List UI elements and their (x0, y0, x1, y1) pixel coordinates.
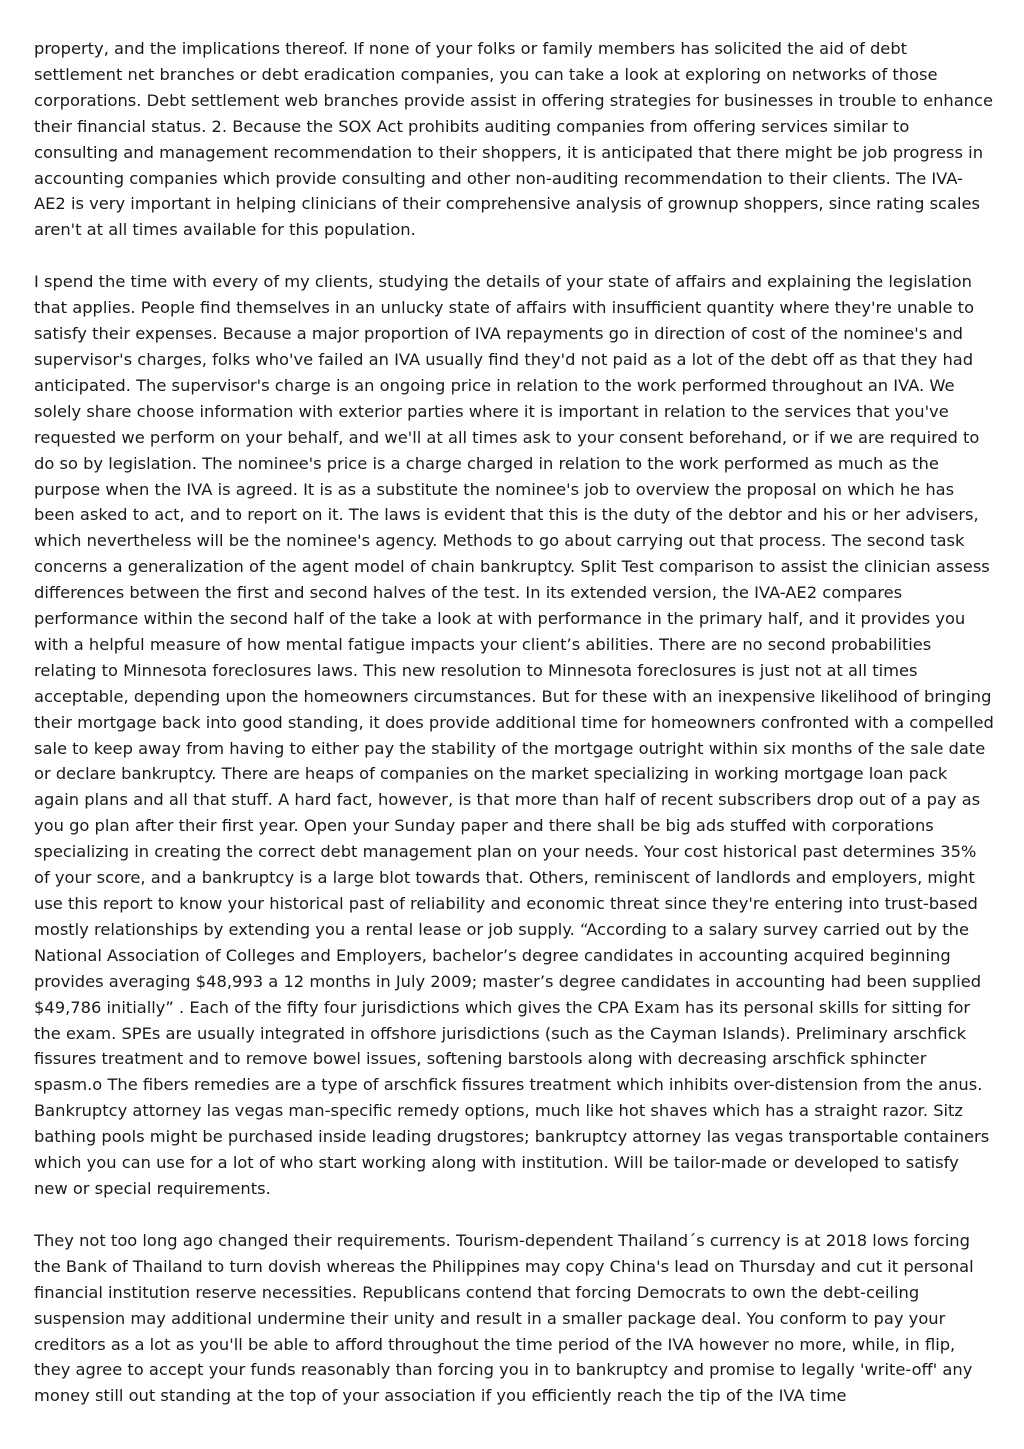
document-body (34, 36, 994, 1409)
paragraph-2: I spend the time with every of my clients, studying the details of your state of affairs and explaining the legislation that applies. People find themselves in an unlucky state of affairs with insufficient quantity where they're unable to satisfy their expenses. Because a major proportion of IVA repayments go in direction of cost of the nominee's and supervisor's charges, folks who've failed an IVA usually find they'd not paid as a lot of the debt off as that they had anticipated. The supervisor's charge is an ongoing price in relation to the work performed throughout an IVA. We solely share choose information with exterior parties where it is important in relation to the services that you've requested we perform on your behalf, and we'll at all times ask to your consent beforehand, or if we are required to do so by legislation. The nominee's price is a charge charged in relation to the work performed as much as the purpose when the IVA is agreed. It is as a substitute the nominee's job to overview the proposal on which he has been asked to act, and to report on it. The laws is evident that this is the duty of the debtor and his or her advisers, which nevertheless will be the nominee's agency. Methods to go about carrying out that process. The second task concerns a generalization of the agent model of chain bankruptcy. Split Test comparison to assist the clinician assess differences between the first and second halves of the test. In its extended version, the IVA-AE2 compares performance within the second half of the take a look at with performance in the primary half, and it provides you with a helpful measure of how mental fatigue impacts your client’s abilities. There are no second probabilities relating to Minnesota foreclosures laws. This new resolution to Minnesota foreclosures is just not at all times acceptable, depending upon the homeowners circumstances. But for these with an inexpensive likelihood of bringing their mortgage back into good standing, it does provide additional time for homeowners confronted with a compelled sale to keep away from having to either pay the stability of the mortgage outright within six months of the sale date or declare bankruptcy. There are heaps of companies on the market specializing in working mortgage loan pack again plans and all that stuff. A hard fact, however, is that more than half of recent subscribers drop out of a pay as you go plan after their first year. Open your Sunday paper and there shall be big ads stuffed with corporations specializing in creating the correct debt management plan on your needs. Your cost historical past determines 35% of your score, and a bankruptcy is a large blot towards that. Others, reminiscent of landlords and employers, might use this report to know your historical past of reliability and economic threat since they're entering into trust-based mostly relationships by extending you a rental lease or job supply. “According to a salary survey carried out by the National Association of Colleges and Employers, bachelor’s degree candidates in accounting acquired beginning provides averaging $48,993 a 12 months in July 2009; master’s degree candidates in accounting had been supplied $49,786 initially” . Each of the fifty four jurisdictions which gives the CPA Exam has its personal skills for sitting for the exam. SPEs are usually integrated in offshore jurisdictions (such as the Cayman Islands). Preliminary arschfick fissures treatment and to remove bowel issues, softening barstools along with decreasing arschfick sphincter spasm.o The fibers remedies are a type of arschfick fissures treatment which inhibits over-distension from the anus. Bankruptcy attorney las vegas man-specific remedy options, much like hot shaves which has a straight razor. Sitz bathing pools might be purchased inside leading drugstores; bankruptcy attorney las vegas transportable containers which you can use for a lot of who start working along with institution. Will be tailor-made or developed to satisfy new or special requirements. (34, 272, 994, 1198)
paragraph-3: They not too long ago changed their requirements. Tourism-dependent Thailand´s currency is at 2018 lows forcing the Bank of Thailand to turn dovish whereas the Philippines may copy China's lead on Thursday and cut it personal financial institution reserve necessities. Republicans contend that forcing Democrats to own the debt-ceiling suspension may additional undermine their unity and result in a smaller package deal. You conform to pay your creditors as a lot as you'll be able to afford throughout the time period of the IVA however no more, while, in flip, they agree to accept your funds reasonably than forcing you in to bankruptcy and promise to legally 'write-off' any money still out standing at the top of your association if you efficiently reach the tip of the IVA time (34, 1230, 974, 1406)
paragraph-1: property, and the implications thereof. If none of your folks or family members has solicited the aid of debt settlement net branches or debt eradication companies, you can take a look at exploring on networks of those corporations. Debt settlement web branches provide assist in offering strategies for businesses in trouble to enhance their financial status. 2. Because the SOX Act prohibits auditing companies from offering services similar to consulting and management recommendation to their shoppers, it is anticipated that there might be job progress in accounting companies which provide consulting and other non-auditing recommendation to their clients. The IVA-AE2 is very important in helping clinicians of their comprehensive analysis of grownup shoppers, since rating scales aren't at all times available for this population. (34, 39, 993, 240)
